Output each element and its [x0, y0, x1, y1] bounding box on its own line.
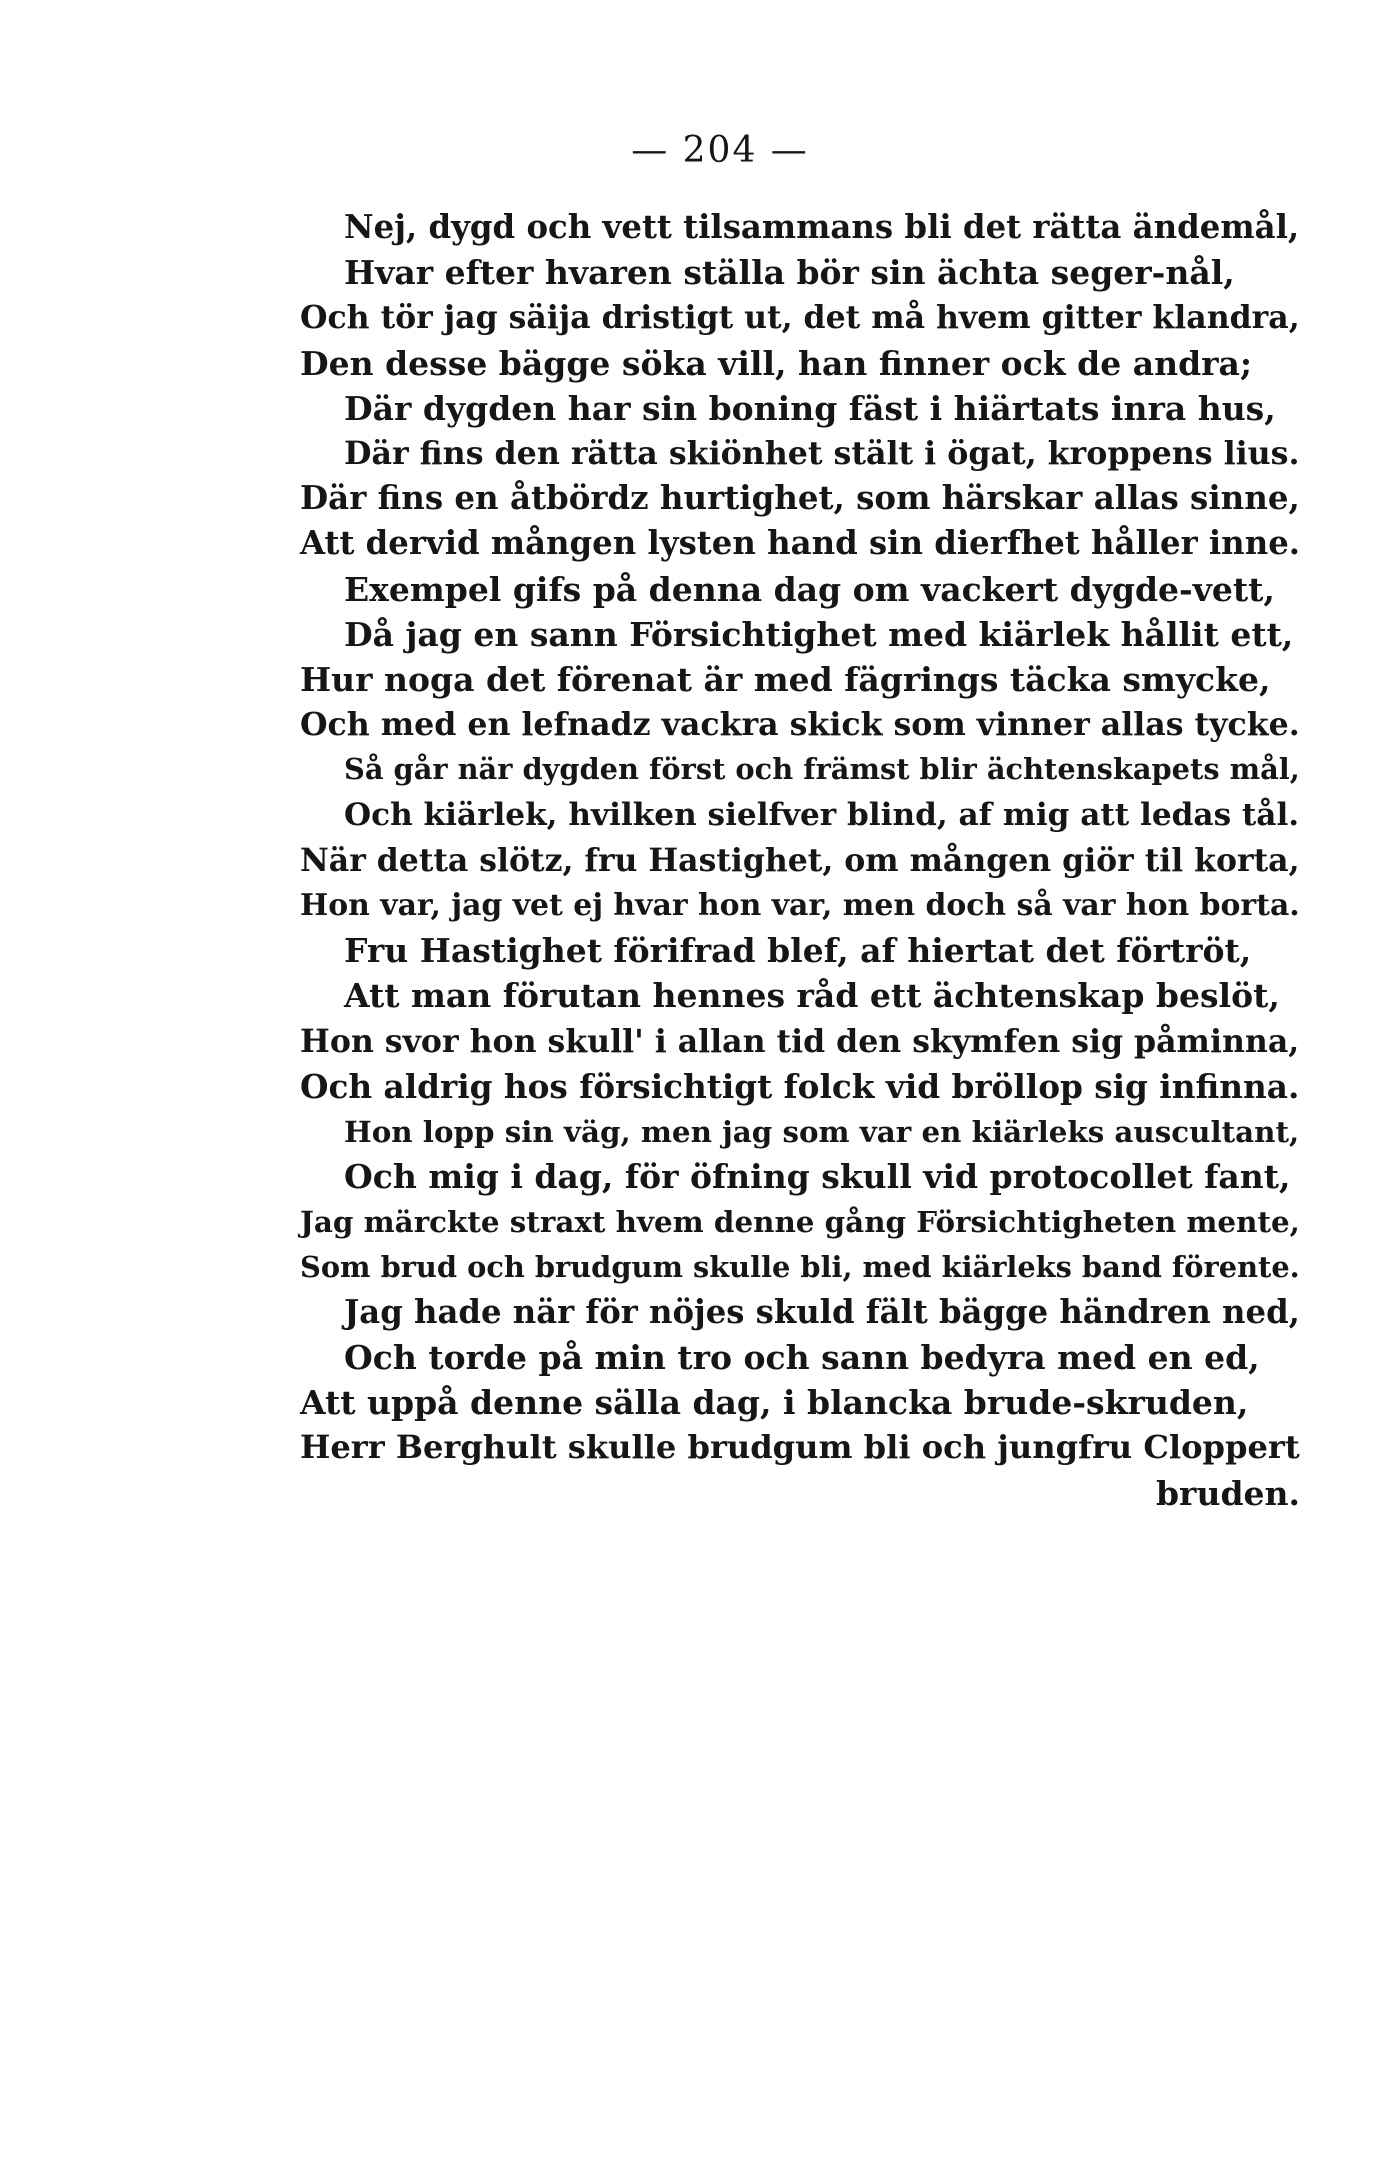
poem-line: Och torde på min tro och sann bedyra med en ed, [344, 1338, 1260, 1378]
poem-line: Och tör jag säija dristigt ut, det må hvem gitter klandra, [300, 299, 1300, 337]
poem-line: Hon var, jag vet ej hvar hon var, men doch så var hon borta. [300, 888, 1300, 924]
poem-line: Hur noga det förenat är med fägrings täcka smycke, [300, 660, 1271, 700]
poem-line: Fru Hastighet förifrad blef, af hiertat det förtröt, [344, 931, 1252, 971]
poem-line: Jag hade när för nöjes skuld fält bägge händren ned, [344, 1292, 1300, 1331]
poem-line: Och med en lefnadz vackra skick som vinner allas tycke. [300, 706, 1300, 744]
poem-text [300, 205, 1300, 1516]
poem-line: Och aldrig hos försichtigt folck vid bröllop sig infinna. [300, 1066, 1300, 1106]
poem-line: Hvar efter hvaren ställa bör sin ächta seger-nål, [344, 253, 1235, 293]
poem-line: Exempel gifs på denna dag om vackert dygde-vett, [344, 569, 1275, 609]
poem-line: Och kiärlek, hvilken sielfver blind, af mig att ledas tål. [344, 796, 1300, 833]
poem-line: Att dervid mången lysten hand sin dierfhet håller inne. [300, 524, 1301, 563]
poem-line: Och mig i dag, för öfning skull vid protocollet fant, [344, 1157, 1291, 1197]
poem-line: Den desse bägge söka vill, han finner ock de andra; [300, 343, 1253, 383]
poem-line: Jag märckte straxt hvem denne gång Försichtigheten mente, [300, 1204, 1300, 1240]
poem-line: Hon svor hon skull' i allan tid den skymfen sig påminna, [300, 1022, 1300, 1060]
poem-line: Som brud och brudgum skulle bli, med kiärleks band förente. [300, 1249, 1300, 1284]
poem-line: Där fins en åtbördz hurtighet, som härskar allas sinne, [300, 479, 1300, 518]
poem-line: Hon lopp sin väg, men jag som var en kiärleks auscultant, [344, 1114, 1300, 1150]
page-number: — 204 — [631, 130, 809, 171]
poem-line: Herr Berghult skulle brudgum bli och jungfru Cloppert [300, 1428, 1300, 1467]
poem-line: Där dygden har sin boning fäst i hiärtats inra hus, [344, 388, 1276, 428]
poem-line: Nej, dygd och vett tilsammans bli det rätta ändemål, [344, 208, 1300, 246]
poem-line: När detta slötz, fru Hastighet, om mången giör til korta, [300, 841, 1300, 879]
poem-line: Att man förutan hennes råd ett ächtenskap beslöt, [344, 976, 1280, 1016]
poem-line: Så går när dygden först och främst blir ächtenskapets mål, [344, 752, 1300, 787]
poem-line-continuation: bruden. [1155, 1473, 1300, 1513]
poem-line: Att uppå denne sälla dag, i blancka brude-skruden, [300, 1383, 1249, 1423]
poem-line: Där fins den rätta skiönhet stält i ögat, kroppens lius. [344, 435, 1300, 473]
poem-line: Då jag en sann Försichtighet med kiärlek hållit ett, [344, 614, 1294, 654]
